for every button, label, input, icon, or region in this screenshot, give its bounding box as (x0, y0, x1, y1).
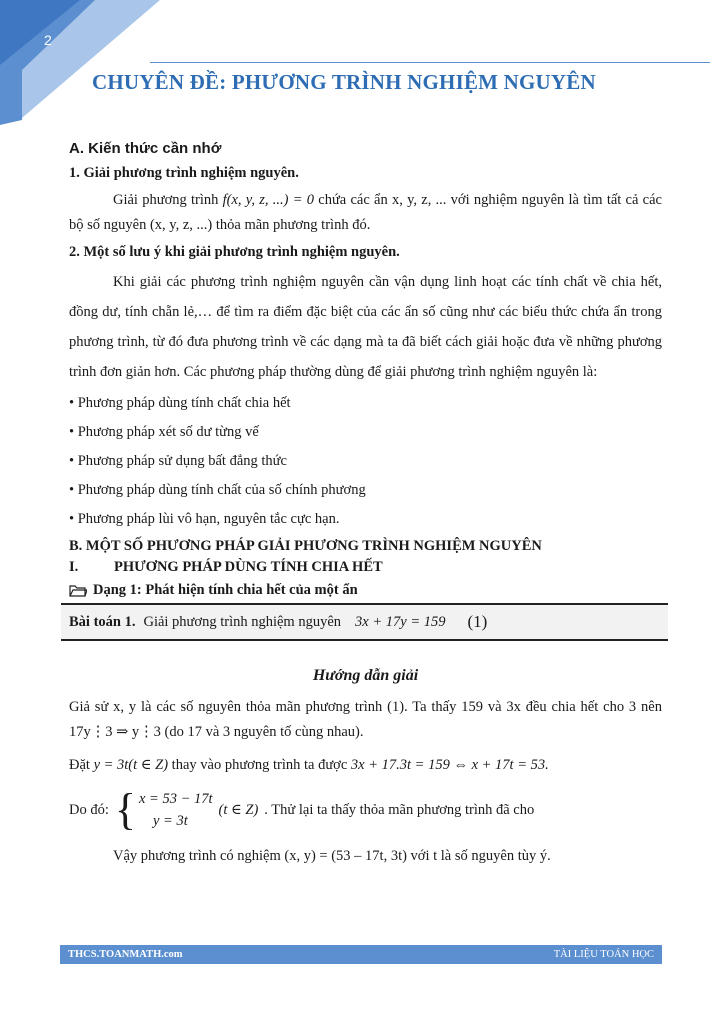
section-b-heading: B. MỘT SỐ PHƯƠNG PHÁP GIẢI PHƯƠNG TRÌNH NGHIỆM NGUYÊN (69, 538, 542, 554)
problem-text: Giải phương trình nghiệm nguyên (143, 613, 342, 630)
list-item: • Phương pháp dùng tính chất chia hết (69, 393, 662, 413)
system-condition: (t ∈ Z) (218, 801, 259, 818)
text-run: Giải phương trình (113, 192, 223, 208)
part-title: PHƯƠNG PHÁP DÙNG TÍNH CHIA HẾT (114, 559, 383, 575)
brace-symbol: { (114, 785, 136, 834)
dang-1-heading (69, 582, 662, 599)
part-1-heading (69, 559, 662, 576)
math-expression: y = 3t(t ∈ Z) (93, 757, 169, 773)
subsection-2-text: Khi giải các phương trình nghiệm nguyên cần vận dụng linh hoạt các tính chất về chia hết, đồng dư, tính chẵn lẻ,… để tìm ra điểm đặc biệt của các ẩn số cũng như các biểu thức chứa ẩn trong phương trình, từ đó đưa phương trình về các dạng mà ta đã biết cách giải hoặc đưa về những phương trình đơn giản hơn. Các phương pháp thường dùng để giải phương trình nghiệm nguyên là: (69, 274, 662, 380)
system-lines (139, 788, 213, 832)
footer-label: TÀI LIỆU TOÁN HỌC (553, 949, 654, 960)
header-rule (150, 62, 710, 63)
part-number: I. (69, 559, 79, 575)
corner-decoration (0, 0, 170, 125)
solution-line-2 (69, 753, 662, 778)
page-footer (60, 945, 662, 964)
subsection-1-text (69, 188, 662, 238)
math-expression: f(x, y, z, ...) = 0 (222, 192, 315, 208)
math-expression: 3x + 17.3t = 159 ⇔ x + 17t = 53. (350, 757, 549, 773)
page-number: 2 (44, 32, 52, 48)
system-line: x = 53 − 17t (139, 791, 213, 807)
text-run: chứa các ẩn x, y, z, ... với nghiệm nguyên là tìm tất cả các bộ số nguyên (x, y, z, ...) thỏa mãn phương trình đó. (69, 192, 662, 233)
problem-equation: 3x + 17y = 159 (355, 613, 446, 630)
document-body (69, 140, 662, 875)
text-run: Do đó: (69, 801, 109, 818)
list-item: • Phương pháp lùi vô hạn, nguyên tắc cực hạn. (69, 509, 662, 529)
subsection-1-heading: 1. Giải phương trình nghiệm nguyên. (69, 165, 299, 181)
folder-icon (69, 584, 87, 597)
text-run: Đặt (69, 757, 94, 773)
text-run: thay vào phương trình ta được (168, 757, 351, 773)
solution-line-1: Giả sử x, y là các số nguyên thỏa mãn phương trình (1). Ta thấy 159 và 3x đều chia hết cho 3 nên 17y⋮3 ⇒ y⋮3 (do 17 và 3 nguyên tố cùng nhau). (69, 699, 662, 740)
footer-site: THCS.TOANMATH.com (68, 949, 183, 960)
text-run: . Thử lại ta thấy thỏa mãn phương trình đã cho (264, 801, 535, 818)
subsection-2-heading: 2. Một số lưu ý khi giải phương trình nghiệm nguyên. (69, 244, 400, 260)
dang-title: Dạng 1: Phát hiện tính chia hết của một ẩn (93, 582, 358, 598)
solution-title: Hướng dẫn giải (312, 667, 419, 684)
list-item: • Phương pháp xét số dư từng vế (69, 422, 662, 442)
list-item: • Phương pháp dùng tính chất của số chính phương (69, 480, 662, 500)
equation-tag: (1) (467, 612, 488, 631)
methods-list (69, 393, 662, 529)
problem-label: Bài toán 1. (69, 613, 136, 630)
section-a-heading: A. Kiến thức cần nhớ (69, 140, 222, 157)
system-line: y = 3t (153, 813, 188, 829)
list-item: • Phương pháp sử dụng bất đẳng thức (69, 451, 662, 471)
conclusion: Vậy phương trình có nghiệm (x, y) = (53 – 17t, 3t) với t là số nguyên tùy ý. (113, 848, 551, 864)
equation-system (69, 785, 662, 834)
problem-box (61, 603, 668, 641)
page-title: CHUYÊN ĐỀ: PHƯƠNG TRÌNH NGHIỆM NGUYÊN (92, 70, 596, 94)
